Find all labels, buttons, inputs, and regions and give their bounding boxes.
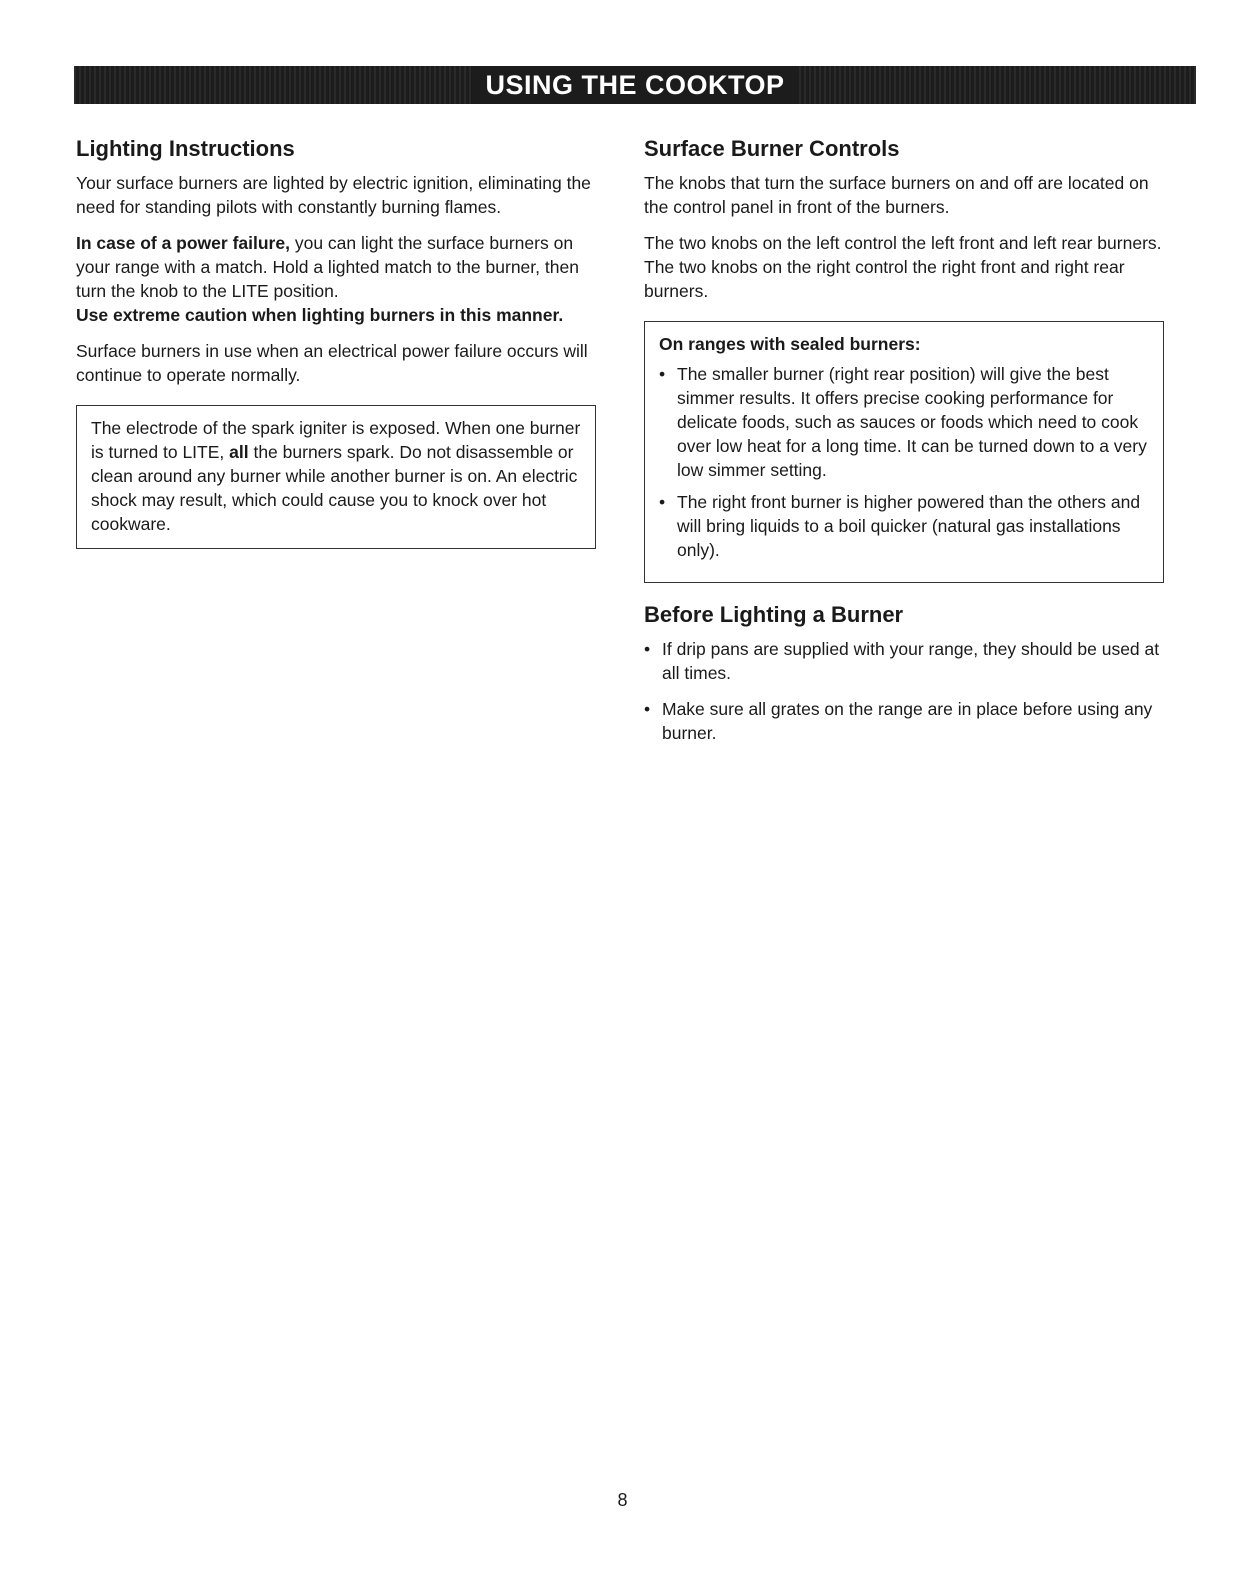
bullet-icon: • (644, 699, 651, 719)
spark-warning-bold: all (229, 442, 249, 462)
caution-text: Use extreme caution when lighting burners in this manner. (76, 305, 564, 325)
list-item (644, 637, 1164, 685)
lighting-para-3: Surface burners in use when an electrical power failure occurs will continue to operate normally. (76, 341, 588, 385)
list-item-text: Make sure all grates on the range are in place before using any burner. (662, 699, 1153, 743)
bullet-icon: • (659, 492, 666, 512)
controls-para-1: The knobs that turn the surface burners on and off are located on the control panel in front of the burners. (644, 173, 1149, 217)
list-item (644, 697, 1164, 745)
spark-warning-box (76, 405, 596, 549)
spark-warning-text-1: The electrode of the spark igniter is exposed. When one burner is turned to LITE, (91, 418, 581, 462)
power-failure-text: you can light the surface burners on your range with a match. Hold a lighted match to the burner, then turn the knob to the LITE position. (76, 233, 579, 301)
bullet-icon: • (659, 364, 666, 384)
bullet-icon: • (644, 639, 651, 659)
section-title: USING THE COOKTOP (473, 66, 796, 104)
power-failure-bold: In case of a power failure, (76, 233, 290, 253)
sealed-burners-box (644, 321, 1164, 583)
controls-para-2: The two knobs on the left control the left front and left rear burners. The two knobs on the right control the right front and right rear burners. (644, 233, 1162, 301)
lighting-para-1: Your surface burners are lighted by electric ignition, eliminating the need for standing pilots with constantly burning flames. (76, 173, 591, 217)
list-item (659, 362, 1149, 482)
spark-warning-text (91, 416, 581, 536)
sealed-burners-title: On ranges with sealed burners: (659, 334, 921, 354)
list-item-text: If drip pans are supplied with your range, they should be used at all times. (662, 639, 1160, 683)
before-lighting-heading: Before Lighting a Burner (644, 602, 904, 627)
lighting-instructions-heading: Lighting Instructions (76, 136, 295, 161)
spark-warning-text-2: the burners spark. Do not disassemble or clean around any burner while another burner is on. An electric shock may result, which could cause you to knock over hot cookware. (91, 442, 578, 534)
left-column (76, 135, 596, 567)
list-item-text: The right front burner is higher powered than the others and will bring liquids to a boil quicker (natural gas installations only). (677, 492, 1141, 560)
power-failure-para (76, 231, 596, 327)
surface-burner-controls-heading: Surface Burner Controls (644, 136, 900, 161)
page-number: 8 (617, 1490, 628, 1510)
right-column (644, 135, 1164, 757)
sealed-burners-list (659, 362, 1149, 562)
before-lighting-list (644, 637, 1164, 745)
section-banner (74, 66, 1196, 104)
list-item-text: The smaller burner (right rear position) will give the best simmer results. It offers precise cooking performance for delicate foods, such as sauces or foods which need to cook over low heat for a long time. It can be turned down to a very low simmer setting. (677, 364, 1147, 480)
list-item (659, 490, 1149, 562)
